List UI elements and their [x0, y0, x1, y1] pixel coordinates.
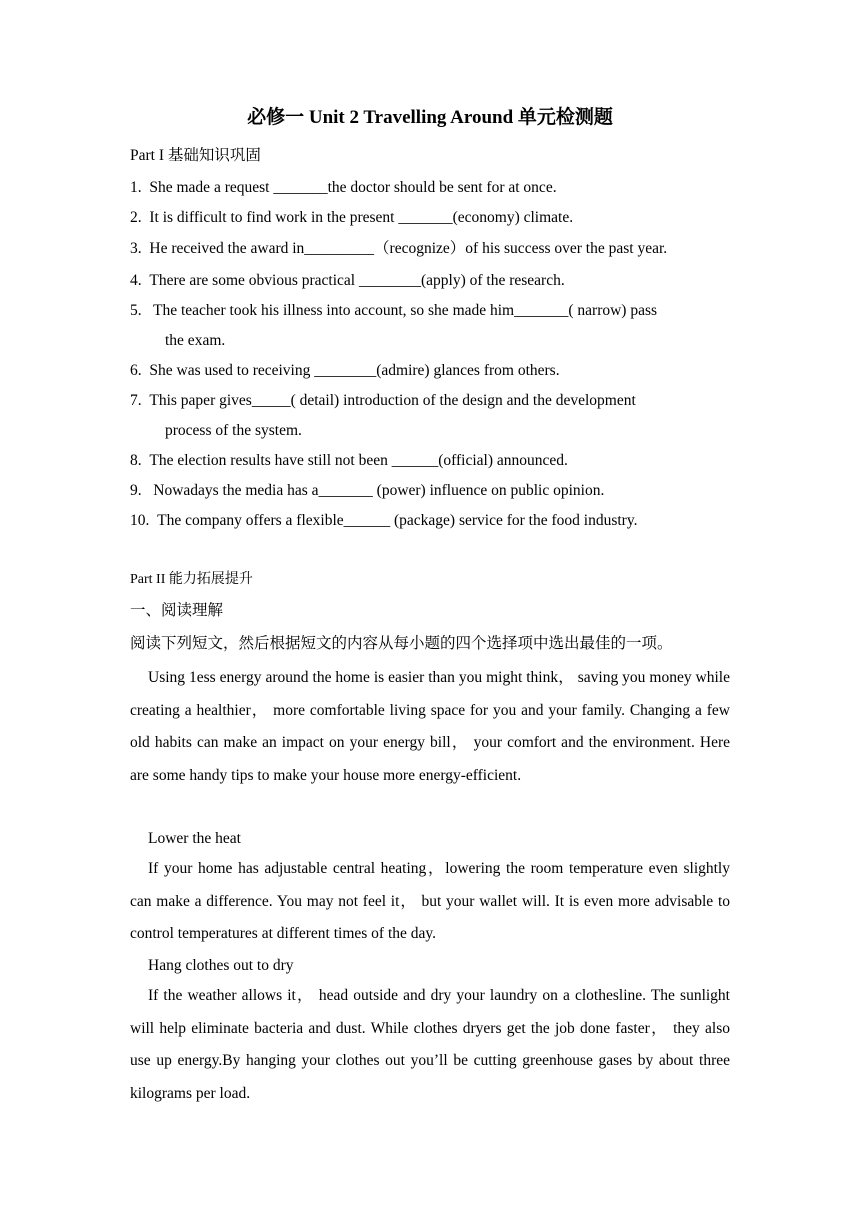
- question-number: 3.: [130, 240, 142, 257]
- tip-text: If the weather allows it， head outside and dry your laundry on a clothesline. The sunlight will help eliminate bacteria and dust. While clothes dryers get the job done faster， they also use up energy.By hanging your clothes out you’ll be cutting greenhouse gases by about three kilograms per load.: [130, 987, 730, 1102]
- question-8: [130, 450, 730, 472]
- question-number: 7.: [130, 392, 142, 409]
- tip-heading: Hang clothes out to dry: [148, 957, 294, 974]
- question-7: [130, 390, 730, 412]
- question-text: It is difficult to find work in the present _______(economy) climate.: [149, 209, 574, 226]
- part2-heading: Part II 能力拓展提升: [130, 572, 253, 587]
- tip-text: If your home has adjustable central heating，lowering the room temperature even slightly can make a difference. You may not feel it， but your wallet will. It is even more advisable to control temperatures at different times of the day.: [130, 860, 730, 942]
- question-text: Nowadays the media has a_______ (power) influence on public opinion.: [149, 482, 605, 499]
- question-3: [130, 238, 730, 260]
- question-text: The election results have still not been ______(official) announced.: [149, 452, 568, 469]
- passage-intro: Using 1ess energy around the home is easier than you might think， saving you money while creating a healthier， more comfortable living space for you and your family. Changing a few old habits can make an impact on your energy bill， your comfort and the environment. Here are some handy tips to make your house more energy-efficient.: [130, 669, 730, 784]
- question-number: 8.: [130, 452, 142, 469]
- question-7-continued: process of the system.: [165, 422, 302, 439]
- question-number: 6.: [130, 362, 142, 379]
- question-text: She made a request _______the doctor should be sent for at once.: [149, 179, 557, 196]
- question-number: 10.: [130, 512, 150, 529]
- question-5-continued: the exam.: [165, 332, 226, 349]
- part1-heading: Part I 基础知识巩固: [130, 147, 261, 164]
- question-4: [130, 270, 730, 292]
- question-9: [130, 480, 730, 502]
- question-number: 4.: [130, 272, 142, 289]
- question-number: 1.: [130, 179, 142, 196]
- page-title: 必修一 Unit 2 Travelling Around 单元检测题: [247, 107, 613, 128]
- question-6: [130, 360, 730, 382]
- question-10: [130, 510, 730, 532]
- question-number: 5.: [130, 302, 142, 319]
- tip-heading: Lower the heat: [148, 830, 241, 847]
- question-number: 2.: [130, 209, 142, 226]
- question-text: The company offers a flexible______ (package) service for the food industry.: [157, 512, 638, 529]
- question-5: [130, 300, 730, 322]
- question-text: The teacher took his illness into account, so she made him_______( narrow) pass: [149, 302, 658, 319]
- question-number: 9.: [130, 482, 142, 499]
- question-text: He received the award in_________（recognize）of his success over the past year.: [149, 240, 668, 257]
- question-2: [130, 207, 730, 229]
- question-1: [130, 177, 730, 199]
- reading-instruction: 阅读下列短文，然后根据短文的内容从每小题的四个选择项中选出最佳的一项。: [130, 635, 673, 652]
- question-text: She was used to receiving ________(admire) glances from others.: [149, 362, 560, 379]
- question-text: This paper gives_____( detail) introduction of the design and the development: [149, 392, 636, 409]
- question-text: There are some obvious practical ________(apply) of the research.: [149, 272, 565, 289]
- section-heading: 一、阅读理解: [130, 602, 224, 619]
